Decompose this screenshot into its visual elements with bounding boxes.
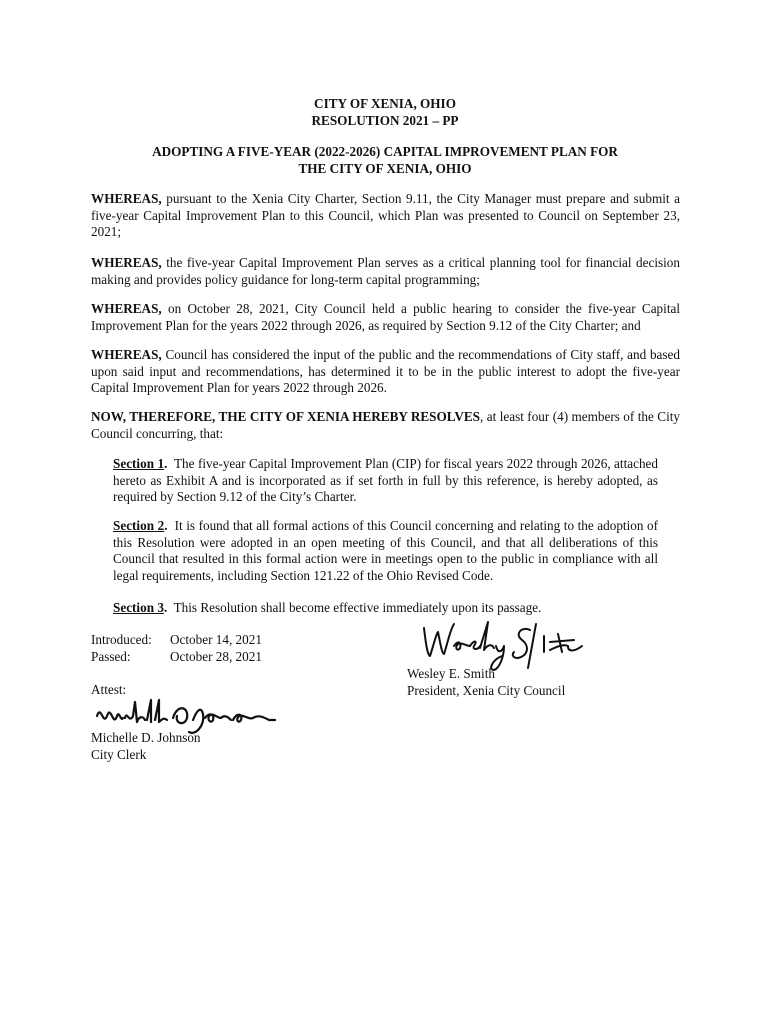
resolution-title <box>0 144 770 177</box>
passed-date: October 28, 2021 <box>170 649 262 664</box>
section-text: This Resolution shall become effective immediately upon its passage. <box>167 600 542 615</box>
whereas-text: on October 28, 2021, City Council held a public hearing to consider the five-year Capital Improvement Plan for the years 2022 through 2026, as required by Section 9.12 of the City Charter; and <box>91 301 680 333</box>
whereas-paragraph-3 <box>91 301 680 334</box>
president-title: President, Xenia City Council <box>407 682 566 698</box>
section-label: Section 3 <box>113 600 164 615</box>
president-block <box>407 666 565 699</box>
section-text: The five-year Capital Improvement Plan (CIP) for fiscal years 2022 through 2026, attached hereto as Exhibit A and is incorporated as if set forth in full by this reference, is hereby adopted, as required by Section 9.12 of the City’s Charter. <box>113 456 662 505</box>
title-line-2: THE CITY OF XENIA, OHIO <box>298 160 472 176</box>
introduced-label: Introduced: <box>91 632 152 647</box>
section-label: Section 1 <box>113 456 165 471</box>
clerk-title: City Clerk <box>91 746 147 762</box>
section-1 <box>113 456 662 506</box>
whereas-lead: WHEREAS, <box>91 255 162 270</box>
clerk-name: Michelle D. Johnson <box>91 730 201 745</box>
introduced-date: October 14, 2021 <box>170 632 262 647</box>
resolves-lead: NOW, THEREFORE, THE CITY OF XENIA HEREBY RESOLVES <box>91 409 481 424</box>
title-line-1: ADOPTING A FIVE-YEAR (2022-2026) CAPITAL IMPROVEMENT PLAN FOR <box>152 144 618 159</box>
whereas-lead: WHEREAS, <box>91 191 162 206</box>
whereas-text: the five-year Capital Improvement Plan serves as a critical planning tool for financial decision making and provides policy guidance for long-term capital programming; <box>91 255 680 287</box>
whereas-text: Council has considered the input of the public and the recommendations of City staff, and based upon said input and recommendations, has determined it to be in the public interest to adopt the five-year Capital Improvement Plan for years 2022 through 2026. <box>91 347 680 396</box>
clerk-block <box>91 730 201 763</box>
president-name: Wesley E. Smith <box>407 666 495 681</box>
resolves-text: , at least four (4) members of the City Council concurring, that: <box>91 409 680 441</box>
whereas-paragraph-1 <box>91 191 680 241</box>
attest-label: Attest: <box>91 682 127 697</box>
section-period: . <box>164 456 168 471</box>
resolves-paragraph <box>91 409 680 442</box>
passed-label: Passed: <box>91 649 131 664</box>
whereas-lead: WHEREAS, <box>91 301 162 316</box>
section-period: . <box>164 518 168 533</box>
whereas-lead: WHEREAS, <box>91 347 162 362</box>
whereas-paragraph-2 <box>91 255 680 288</box>
section-label: Section 2 <box>113 518 165 533</box>
whereas-text: pursuant to the Xenia City Charter, Section 9.11, the City Manager must prepare and submit a five-year Capital Improvement Plan to this Council, which Plan was presented to Council on September 23, 2021; <box>91 191 680 240</box>
city-name: CITY OF XENIA, OHIO <box>314 96 456 111</box>
section-period: . <box>163 600 168 615</box>
whereas-paragraph-4 <box>91 347 680 397</box>
resolution-number: RESOLUTION 2021 – PP <box>311 112 459 128</box>
section-2 <box>113 518 662 584</box>
document-header <box>0 96 770 129</box>
section-3 <box>113 600 658 617</box>
section-text: It is found that all formal actions of this Council concerning and relating to the adoption of this Resolution were adopted in an open meeting of this Council, and that all deliberations of this Council that resulted in this formal action were in meetings open to the public in compliance with all legal requirements, including Section 121.22 of the Ohio Revised Code. <box>113 518 662 583</box>
